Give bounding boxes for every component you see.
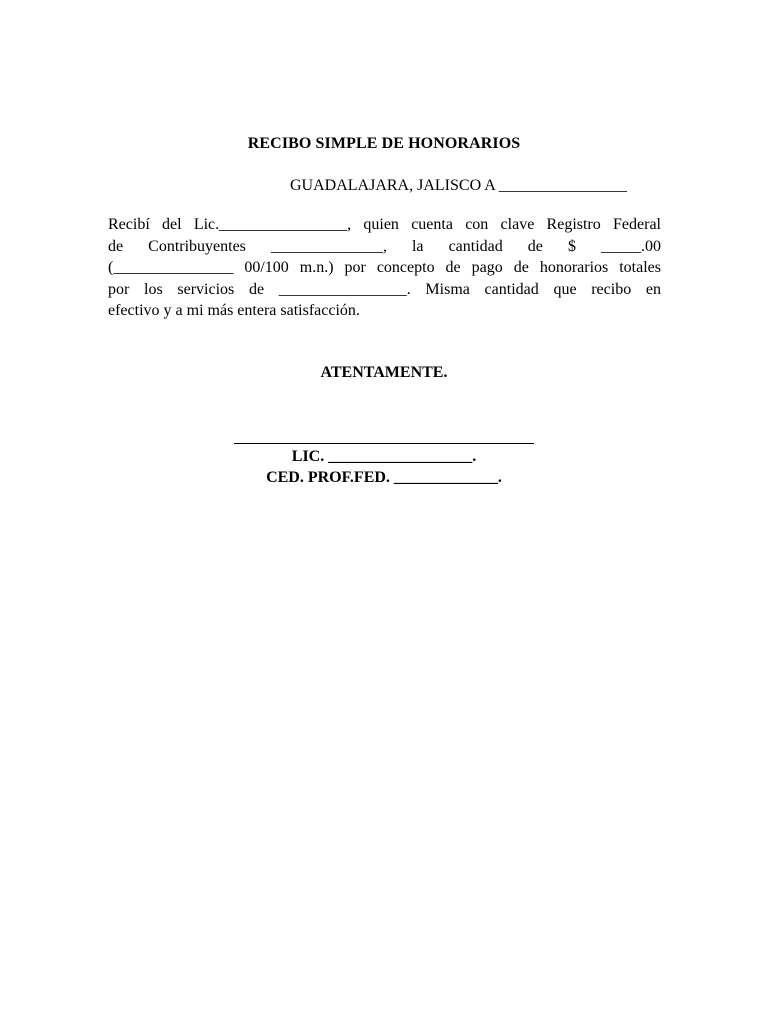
signature-name-line: LIC. __________________. bbox=[291, 448, 477, 465]
signature-cedula-line: CED. PROF.FED. _____________. bbox=[266, 469, 502, 486]
receipt-body-paragraph bbox=[108, 214, 661, 322]
document-title: RECIBO SIMPLE DE HONORARIOS bbox=[247, 135, 521, 152]
signature-line bbox=[234, 443, 534, 444]
place-date-line: GUADALAJARA, JALISCO A ________________ bbox=[290, 177, 627, 194]
body-line: de Contribuyentes ______________, la cantidad de $ _____.00 bbox=[108, 237, 661, 255]
body-line: efectivo y a mi más entera satisfacción. bbox=[108, 302, 360, 319]
body-line: por los servicios de ________________. Misma cantidad que recibo en bbox=[108, 280, 661, 298]
body-line: Recibí del Lic.________________, quien cuenta con clave Registro Federal bbox=[108, 216, 661, 233]
body-line: (_______________ 00/100 m.n.) por concepto de pago de honorarios totales bbox=[108, 259, 661, 276]
closing-text: ATENTAMENTE. bbox=[320, 364, 448, 381]
